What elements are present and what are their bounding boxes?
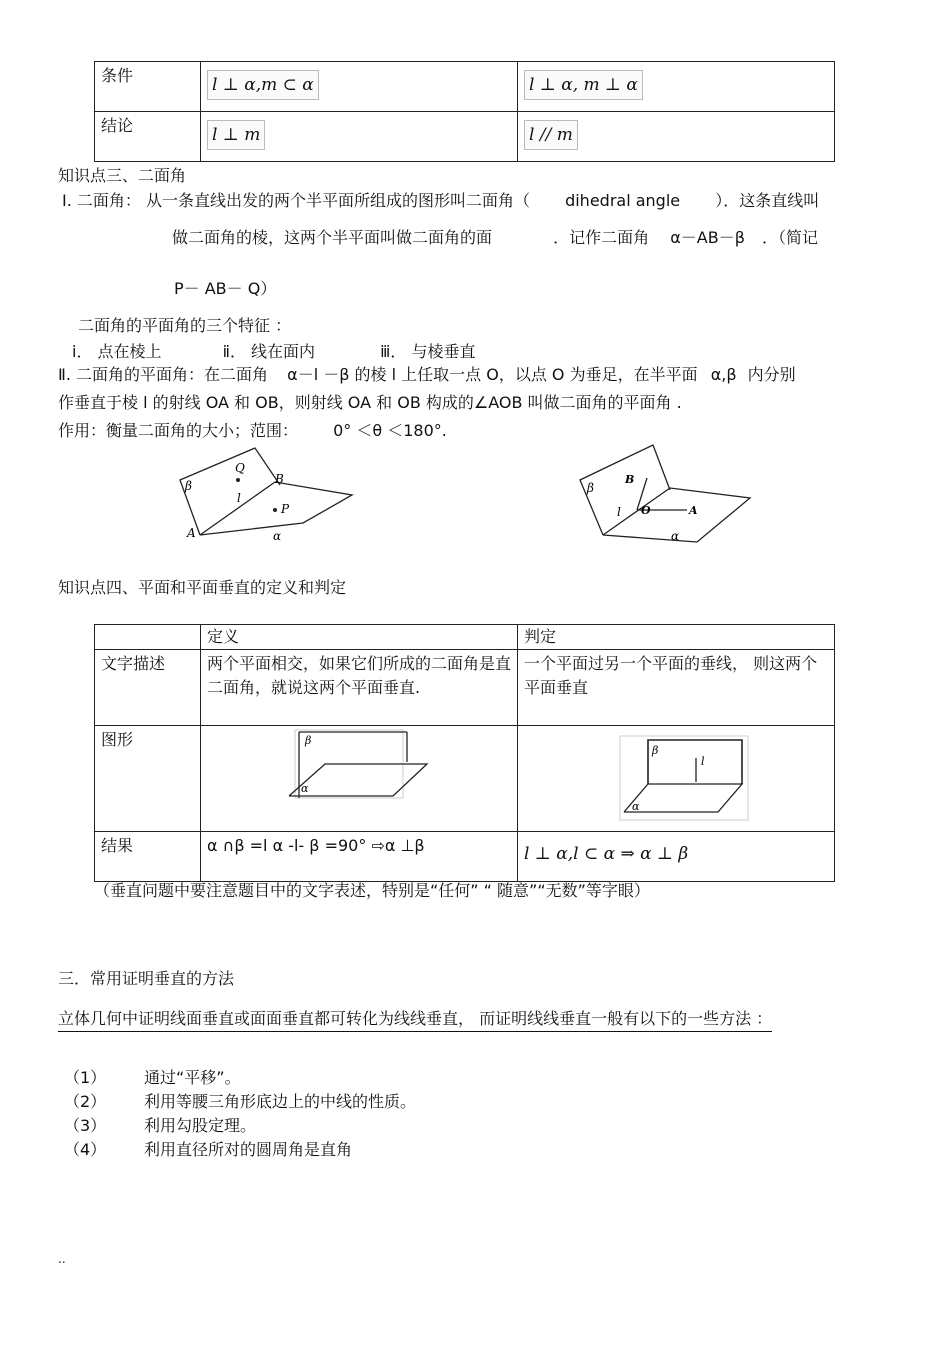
pa-notation: α－l －β bbox=[287, 365, 350, 384]
dihedral-definition-line1 bbox=[62, 188, 819, 211]
conclusion-cell-1 bbox=[201, 112, 518, 162]
fig1-a: A bbox=[187, 526, 196, 540]
row-result-definition: α ∩β =l α -l- β =90° ⇨α ⊥β bbox=[201, 832, 518, 882]
dihedral-figure-1 bbox=[175, 440, 360, 545]
conclusion-formula-2: l // m bbox=[524, 120, 578, 150]
conclusion-cell-2 bbox=[518, 112, 835, 162]
row-figure-definition bbox=[201, 726, 518, 832]
perp1-beta: β bbox=[305, 734, 312, 747]
method-text: 利用直径所对的圆周角是直角 bbox=[144, 1140, 353, 1159]
condition-formula-2: l ⊥ α, m ⊥ α bbox=[524, 70, 643, 100]
condition-label: 条件 bbox=[95, 62, 201, 112]
method-item bbox=[64, 1066, 416, 1090]
method-num: （3） bbox=[64, 1116, 107, 1135]
row-figure-judgment bbox=[518, 726, 835, 832]
fig1-b: B bbox=[275, 472, 284, 486]
dihedral-figure-2 bbox=[575, 440, 755, 548]
row-figure-label: 图形 bbox=[95, 726, 201, 832]
fig1-q: Q bbox=[235, 461, 245, 475]
purpose-text: 作用：衡量二面角的大小；范围： bbox=[58, 421, 299, 440]
row-result-label: 结果 bbox=[95, 832, 201, 882]
row-result-judgment bbox=[518, 832, 835, 882]
def-part-a: Ⅰ. 二面角： 从一条直线出发的两个半平面所组成的图形叫二面角（ bbox=[62, 191, 530, 210]
pa-part-b: 的棱 l 上任取一点 O，以点 O 为垂足，在半平面 bbox=[354, 365, 698, 384]
def2-part-b: ．记作二面角 bbox=[553, 228, 650, 247]
section5-title: 三．常用证明垂直的方法 bbox=[58, 969, 235, 988]
purpose-range: 0° ＜θ ＜180°. bbox=[333, 421, 447, 440]
fig2-beta: β bbox=[587, 481, 594, 495]
fig2-b: B bbox=[625, 473, 635, 486]
features-title: 二面角的平面角的三个特征 ： bbox=[78, 316, 292, 335]
header-judgment: 判定 bbox=[518, 625, 835, 650]
def2-part-a: 做二面角的棱，这两个半平面叫做二面角的面 bbox=[172, 228, 493, 247]
method-num: （4） bbox=[64, 1140, 107, 1159]
def-term: dihedral angle bbox=[565, 191, 681, 210]
dihedral-short-notation: P－ AB－ Q） bbox=[174, 279, 277, 298]
plane-angle-line1 bbox=[58, 362, 796, 385]
header-definition: 定义 bbox=[201, 625, 518, 650]
method-text: 通过“平移”。 bbox=[144, 1068, 241, 1087]
fig2-o: O bbox=[641, 504, 651, 517]
features-list bbox=[72, 339, 475, 362]
def2-part-c: ．（简记 bbox=[762, 228, 819, 247]
method-num: （2） bbox=[64, 1092, 107, 1111]
perp1-alpha: α bbox=[301, 782, 309, 795]
fig2-l: l bbox=[617, 505, 621, 519]
perp2-beta: β bbox=[652, 744, 659, 757]
perp-judgment-figure bbox=[524, 728, 824, 822]
method-num: （1） bbox=[64, 1068, 107, 1087]
fig2-a: A bbox=[689, 504, 698, 517]
page-footer: .. bbox=[58, 1252, 66, 1266]
condition-cell-2 bbox=[518, 62, 835, 112]
fig1-alpha: α bbox=[273, 529, 282, 543]
section5-intro: 立体几何中证明线面垂直或面面垂直都可转化为线线垂直， 而证明线线垂直一般有以下的一些方法 ： bbox=[58, 1006, 772, 1032]
methods-list bbox=[64, 1066, 416, 1162]
pa-planes: α,β bbox=[710, 365, 737, 384]
pa-part-c: 内分别 bbox=[747, 365, 796, 384]
section4-note: （垂直问题中要注意题目中的文字表述，特别是“任何” “ 随意”“无数”等字眼） bbox=[94, 881, 650, 900]
perp2-alpha: α bbox=[632, 800, 640, 813]
fig1-beta: β bbox=[185, 479, 192, 493]
row-text-definition: 两个平面相交，如果它们所成的二面角是直二面角，就说这两个平面垂直. bbox=[201, 650, 518, 726]
fig2-alpha: α bbox=[671, 529, 680, 543]
conclusion-label: 结论 bbox=[95, 112, 201, 162]
perp-definition-figure bbox=[207, 728, 507, 822]
fig1-l: l bbox=[237, 491, 241, 505]
method-text: 利用等腰三角形底边上的中线的性质。 bbox=[144, 1092, 417, 1111]
condition-cell-1 bbox=[201, 62, 518, 112]
result-judgment-formula: l ⊥ α,l ⊂ α ⇒ α ⊥ β bbox=[524, 844, 689, 864]
method-item bbox=[64, 1138, 416, 1162]
dihedral-definition-line2 bbox=[172, 225, 818, 248]
fig1-p: P bbox=[281, 502, 290, 516]
feature-2: ⅱ． 线在面内 bbox=[222, 342, 316, 361]
def2-notation: α－AB－β bbox=[670, 228, 745, 247]
conclusion-formula-1: l ⊥ m bbox=[207, 120, 265, 150]
method-item bbox=[64, 1090, 416, 1114]
condition-table bbox=[94, 61, 835, 162]
header-empty bbox=[95, 625, 201, 650]
plane-angle-line2: 作垂直于棱 l 的射线 OA 和 OB，则射线 OA 和 OB 构成的∠AOB 叫做二面角的平面角 . bbox=[58, 393, 682, 412]
perp2-l: l bbox=[701, 755, 705, 768]
purpose-line bbox=[58, 418, 447, 441]
section4-title: 知识点四、平面和平面垂直的定义和判定 bbox=[58, 578, 347, 597]
method-text: 利用勾股定理。 bbox=[144, 1116, 257, 1135]
row-text-label: 文字描述 bbox=[95, 650, 201, 726]
pa-part-a: Ⅱ. 二面角的平面角：在二面角 bbox=[58, 365, 269, 384]
section3-title: 知识点三、二面角 bbox=[58, 166, 187, 185]
condition-formula-1: l ⊥ α,m ⊂ α bbox=[207, 70, 319, 100]
method-item bbox=[64, 1114, 416, 1138]
feature-1: ⅰ． 点在棱上 bbox=[72, 342, 162, 361]
perpendicular-planes-table bbox=[94, 624, 835, 882]
row-text-judgment: 一个平面过另一个平面的垂线， 则这两个平面垂直 bbox=[518, 650, 835, 726]
feature-3: ⅲ． 与棱垂直 bbox=[380, 342, 476, 361]
def-part-b: ）．这条直线叫 bbox=[715, 191, 820, 210]
